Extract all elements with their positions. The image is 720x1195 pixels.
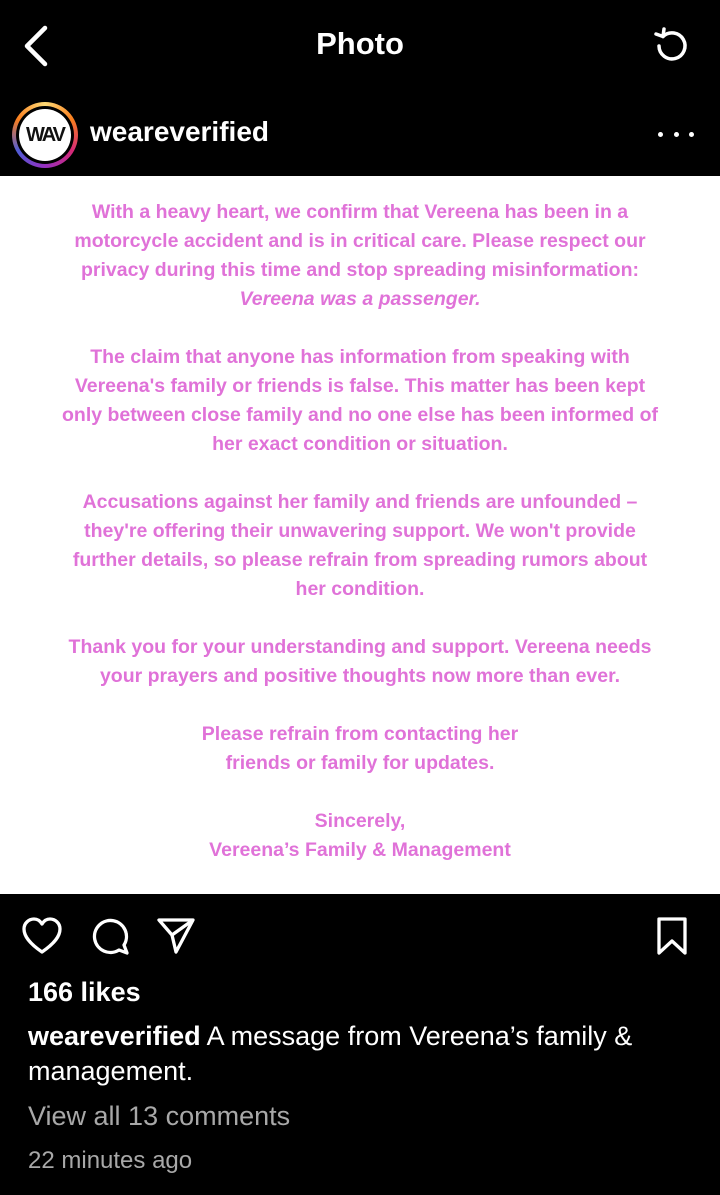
comment-icon <box>89 915 131 957</box>
statement-signature: Vereena’s Family & Management <box>209 839 511 861</box>
send-icon <box>155 915 197 957</box>
chevron-left-icon <box>21 24 51 68</box>
refresh-button[interactable] <box>650 25 692 67</box>
statement-sign-off: Sincerely, <box>314 810 406 832</box>
like-count[interactable]: 166 likes <box>28 977 141 1007</box>
like-button[interactable] <box>20 914 64 958</box>
share-button[interactable] <box>154 914 198 958</box>
avatar[interactable] <box>12 102 78 168</box>
save-button[interactable] <box>650 914 694 958</box>
bookmark-icon <box>654 915 690 957</box>
more-horizontal-icon <box>658 132 663 137</box>
statement-paragraph-4: Thank you for your understanding and support. Vereena needs your prayers and positive thoughts now more than ever. <box>68 636 652 687</box>
view-comments-link[interactable]: View all 13 comments <box>28 1101 291 1131</box>
post-header <box>0 96 720 174</box>
post-username[interactable]: weareverified <box>90 116 269 147</box>
statement-paragraph-2: The claim that anyone has information from speaking with Vereena's family or friends is false. This matter has been kept only between close family and no one else has been informed of her exact condition or situation. <box>62 346 658 455</box>
back-button[interactable] <box>14 22 58 70</box>
post-timestamp: 22 minutes ago <box>28 1147 193 1174</box>
post-image[interactable] <box>0 176 720 894</box>
post-caption <box>28 1019 688 1089</box>
page-title: Photo <box>316 26 404 61</box>
statement-paragraph-1: With a heavy heart, we confirm that Vereena has been in a motorcycle accident and is in critical care. Please respect our privacy during this time and stop spreading misinformation: <box>74 201 646 281</box>
statement-paragraph-5: Please refrain from contacting her friends or family for updates. <box>201 723 519 774</box>
statement-emphasis: Vereena was a passenger. <box>239 288 481 310</box>
top-nav-bar <box>0 0 720 92</box>
statement-text <box>0 198 720 894</box>
caption-username[interactable]: weareverified <box>28 1021 201 1051</box>
caption-text: A message from Vereena’s family & management. <box>28 1021 633 1086</box>
avatar-logo: WAV <box>19 109 71 161</box>
statement-paragraph-3: Accusations against her family and friends are unfounded – they're offering their unwavering support. We won't provide further details, so please refrain from spreading rumors about her condition. <box>72 491 648 600</box>
more-options-button[interactable] <box>658 120 694 148</box>
heart-icon <box>21 916 63 956</box>
refresh-icon <box>651 26 691 66</box>
action-bar <box>0 906 720 966</box>
comment-button[interactable] <box>88 914 132 958</box>
